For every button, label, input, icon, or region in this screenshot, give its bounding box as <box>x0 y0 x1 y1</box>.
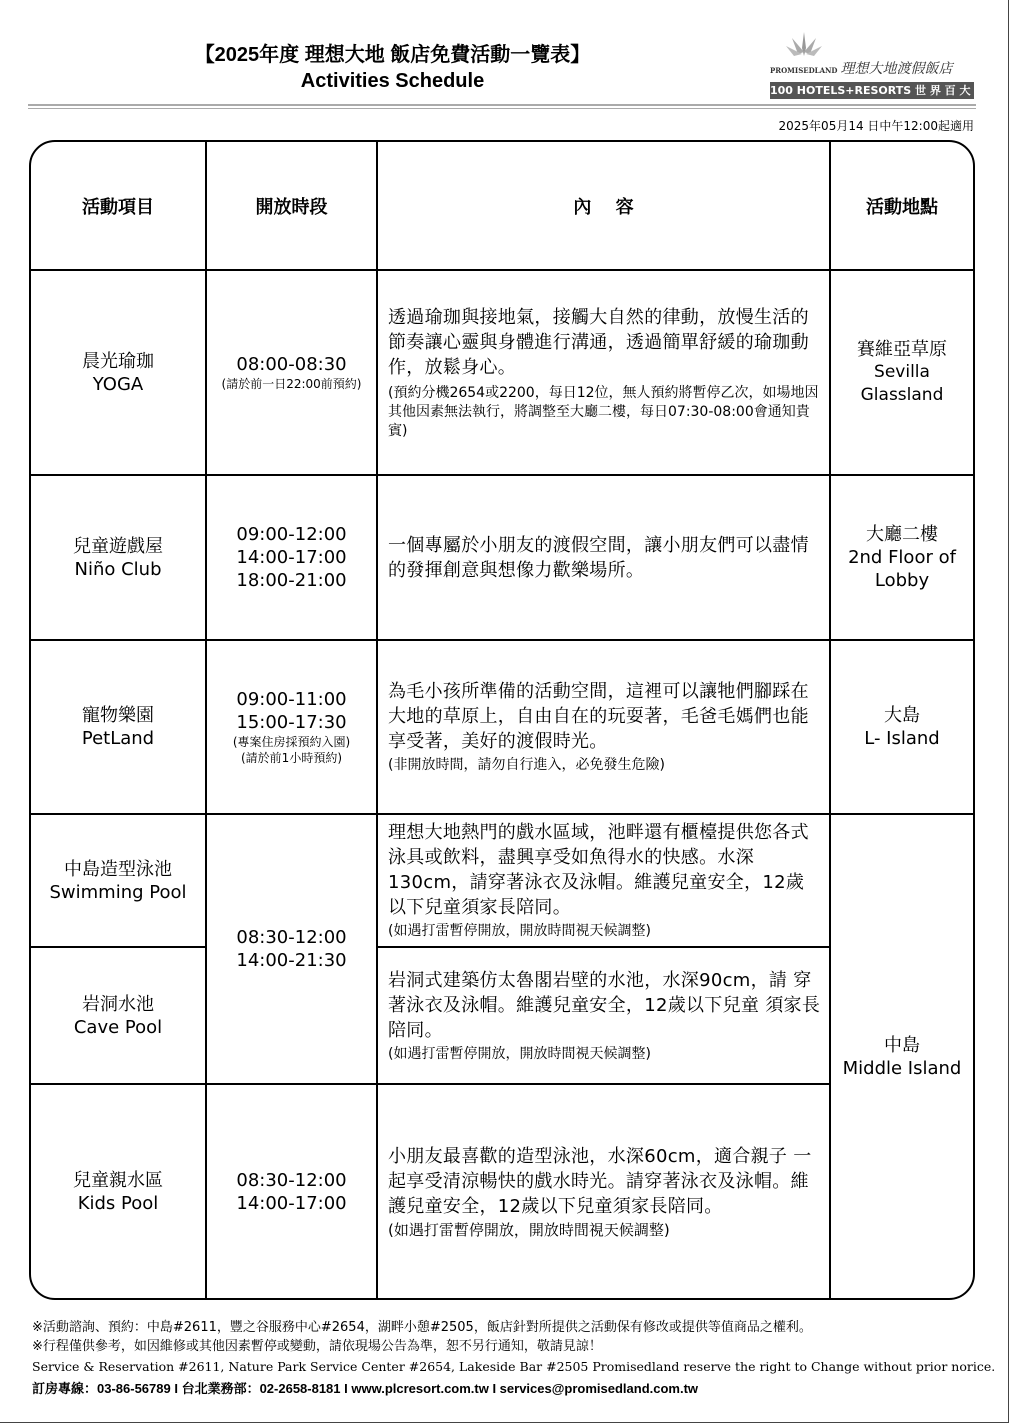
activity-time-kids <box>207 1085 376 1298</box>
footer-note: ※行程僅供參考，如因維修或其他因素暫停或變動，請依現場公告為準，恕不另行通知，敬請見諒！ <box>32 1339 602 1354</box>
activity-name-en: PetLand <box>81 728 155 749</box>
activity-name-zh: 晨光瑜珈 <box>82 350 154 372</box>
page-subtitle: Activities Schedule <box>300 70 485 92</box>
location-en: L- Island <box>864 728 940 749</box>
activity-name-cave <box>31 948 205 1083</box>
logo-tagline: 100 HOTELS+RESORTS 世 界 百 大 旅 館 <box>770 84 1001 97</box>
header-divider <box>28 104 976 106</box>
activity-location-pet <box>831 641 973 813</box>
time-slot: 08:00-08:30 <box>236 354 347 375</box>
activity-time-nino <box>207 476 376 639</box>
column-header: 活動地點 <box>866 196 938 218</box>
time-note: (請於前一日22:00前預約) <box>221 377 362 391</box>
activity-content-yoga <box>378 271 829 474</box>
time-slot: 14:00-17:00 <box>236 547 347 568</box>
activity-name-en: Cave Pool <box>73 1016 163 1038</box>
activity-content-cave <box>378 948 829 1083</box>
time-slot: 09:00-11:00 <box>236 689 347 710</box>
activity-name-zh: 寵物樂園 <box>82 705 154 726</box>
activity-name-pet <box>31 641 205 813</box>
activity-name-pool <box>31 815 205 946</box>
footer-note: ※活動諮詢、預約：中島#2611，豐之谷服務中心#2654，湖畔小憩#2505，飯店針對所提供之活動保有修改或提供等值商品之權利。 <box>32 1320 812 1335</box>
effective-date: 2025年05月14 日中午12:00起適用 <box>778 119 974 133</box>
location-zh: 大島 <box>884 705 920 726</box>
content-text: 為毛小孩所準備的活動空間，這裡可以讓牠們腳踩在大地的草原上，自由自在的玩耍著，毛爸毛媽們也能享受著，美好的渡假時光。 <box>388 681 809 752</box>
column-header: 內 容 <box>573 196 634 218</box>
location-zh: 中島 <box>884 1034 920 1056</box>
activity-name-en: Niño Club <box>74 558 162 580</box>
activity-time-pet <box>207 641 376 813</box>
activity-name-zh: 兒童遊戲屋 <box>73 535 163 557</box>
content-text: 理想大地熱門的戲水區域，池畔還有櫃檯提供您各式泳具或飲料，盡興享受如魚得水的快感。水深130cm，請穿著泳衣及泳帽。維護兒童安全，12歲以下兒童須家長陪同。 <box>388 822 809 918</box>
time-slot: 09:00-12:00 <box>236 524 347 545</box>
activity-location-nino <box>831 476 973 639</box>
time-note: (專案住房採預約入園) <box>232 735 351 749</box>
time-note: (請於前1小時預約) <box>241 751 342 765</box>
logo-wordmark: PROMISEDLAND 理想大地渡假飯店 <box>770 61 953 77</box>
time-slot: 08:30-12:00 <box>236 1169 347 1191</box>
column-header: 活動項目 <box>82 196 154 218</box>
activity-name-zh: 岩洞水池 <box>82 993 154 1015</box>
location-en: Middle Island <box>842 1057 962 1079</box>
activity-content-pet <box>378 641 829 813</box>
activity-name-en: YOGA <box>92 373 144 395</box>
lotus-logo-icon <box>784 30 824 60</box>
activity-location-middle-island <box>831 815 973 1298</box>
activity-name-nino <box>31 476 205 639</box>
content-text: 岩洞式建築仿太魯閣岩壁的水池，水深90cm，請 穿著泳衣及泳帽。維護兒童安全，12歲以下兒童 須家長陪同。 <box>388 969 821 1041</box>
activity-name-zh: 中島造型泳池 <box>64 858 172 880</box>
content-text: 小朋友最喜歡的造型泳池，水深60cm，適合親子 一起享受清涼暢快的戲水時光。請穿著泳衣及泳帽。維護兒童安全，12歲以下兒童須家長陪同。 <box>388 1145 812 1217</box>
location-en: Lobby <box>874 570 930 591</box>
content-text: 一個專屬於小朋友的渡假空間，讓小朋友們可以盡情的發揮創意與想像力歡樂場所。 <box>388 534 809 581</box>
page-title: 【2025年度 理想大地 飯店免費活動一覽表】 <box>194 44 591 66</box>
location-en: Sevilla Glassland <box>860 362 944 405</box>
content-note: (如遇打雷暫停開放，開放時間視天候調整) <box>388 1045 651 1062</box>
content-note: (如遇打雷暫停開放，開放時間視天候調整) <box>388 923 651 939</box>
content-note: (預約分機2654或2200，每日12位，無人預約將暫停乙次，如場地因其他因素無法執行，將調整至大廳二樓，每日07:30-08:00會通知貴賓) <box>388 384 819 439</box>
location-zh: 大廳二樓 <box>866 524 938 545</box>
content-note: (非開放時間，請勿自行進入，必免發生危險) <box>388 757 665 773</box>
location-en: 2nd Floor of <box>848 547 956 568</box>
activity-time-pools <box>207 815 376 1083</box>
time-slot: 18:00-21:00 <box>236 570 347 591</box>
hotel-logo <box>770 30 1001 100</box>
header-divider-thin <box>28 108 976 109</box>
activity-content-nino <box>378 476 829 639</box>
activity-name-en: Swimming Pool <box>49 881 187 903</box>
time-slot: 08:30-12:00 <box>236 927 347 948</box>
activity-content-kids <box>378 1085 829 1298</box>
activity-time-yoga <box>207 271 376 474</box>
column-header: 開放時段 <box>255 196 328 218</box>
time-slot: 15:00-17:30 <box>236 712 347 733</box>
location-zh: 賽維亞草原 <box>857 339 947 360</box>
time-slot: 14:00-17:00 <box>236 1192 347 1214</box>
activity-name-en: Kids Pool <box>77 1192 159 1214</box>
footer-contact: 訂房專線：03-86-56789 Ι 台北業務部：02-2658-8181 Ι www.plcresort.com.tw Ι services@promisedland.com.tw <box>32 1381 699 1396</box>
activity-name-yoga <box>31 271 205 474</box>
content-note: (如遇打雷暫停開放，開放時間視天候調整) <box>388 1220 670 1239</box>
activity-content-pool <box>378 815 829 946</box>
content-text: 透過瑜珈與接地氣，接觸大自然的律動，放慢生活的節奏讓心靈與身體進行溝通，透過簡單舒緩的瑜珈動作，放鬆身心。 <box>388 306 809 378</box>
activity-name-zh: 兒童親水區 <box>73 1169 163 1191</box>
activity-name-kids <box>31 1085 205 1298</box>
activity-location-yoga <box>831 271 973 474</box>
footer-english: Service & Reservation #2611, Nature Park Service Center #2654, Lakeside Bar #2505 Promisedland reserve the right to Change without prior norice. <box>32 1359 996 1374</box>
time-slot: 14:00-21:30 <box>236 950 347 971</box>
